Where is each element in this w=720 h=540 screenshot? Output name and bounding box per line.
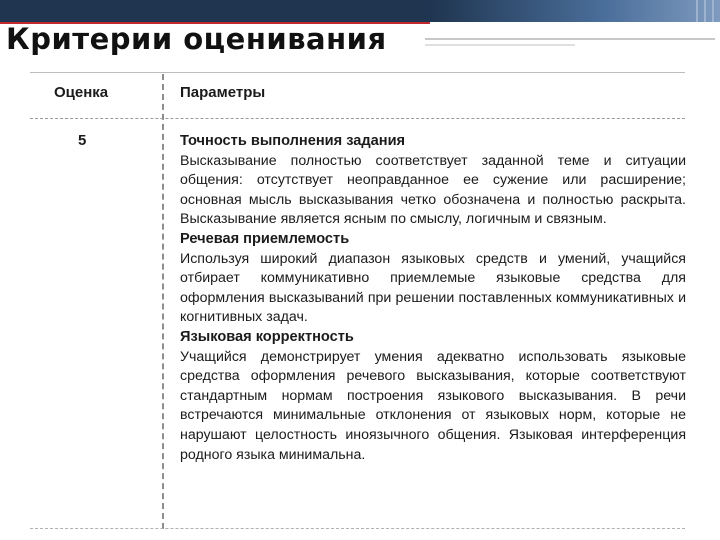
table-bottom-rule (30, 528, 685, 530)
column-header-grade: Оценка (54, 84, 109, 101)
column-header-params: Параметры (180, 84, 266, 101)
grade-value: 5 (78, 132, 87, 149)
criteria-table (30, 70, 690, 532)
header-bar-gradient (430, 0, 720, 22)
criteria-list (180, 132, 686, 465)
title-rule (425, 38, 715, 40)
criterion-title: Языковая корректность (180, 328, 354, 345)
criterion-text: Учащийся демонстрирует умения адекватно использовать языковые средства оформления речевого высказывания, которые соответствуют стандартным нормам построения языкового высказывания. В речи встречаются минимальные отклонения от языковых норм, которые не нарушают целостность иноязычного общения. Языковая интерференция родного языка минимальна. (180, 348, 686, 463)
header-decoration (690, 0, 720, 22)
criterion-title: Точность выполнения задания (180, 133, 406, 149)
criterion-language (180, 328, 686, 465)
table-top-rule (30, 72, 685, 73)
slide-title: Критерии оценивания (6, 22, 387, 56)
criterion-speech (180, 230, 686, 328)
criterion-title: Речевая приемлемость (180, 230, 350, 247)
table-column-divider (162, 74, 164, 529)
title-rule-secondary (425, 44, 575, 46)
criterion-accuracy (180, 132, 686, 230)
table-header-rule (30, 118, 685, 120)
criterion-text: Используя широкий диапазон языковых средств и умений, учащийся отбирает коммуникативно приемлемые языковые средства для оформления высказываний при решении поставленных коммуникативных и когнитивных задач. (180, 250, 686, 326)
criterion-text: Высказывание полностью соответствует заданной теме и ситуации общения: отсутствует неоправданное ее сужение или расширение; основная мысль высказывания четко обозначена и полностью раскрыта. Высказывание является ясным по смыслу, логичным и связным. (180, 152, 686, 228)
